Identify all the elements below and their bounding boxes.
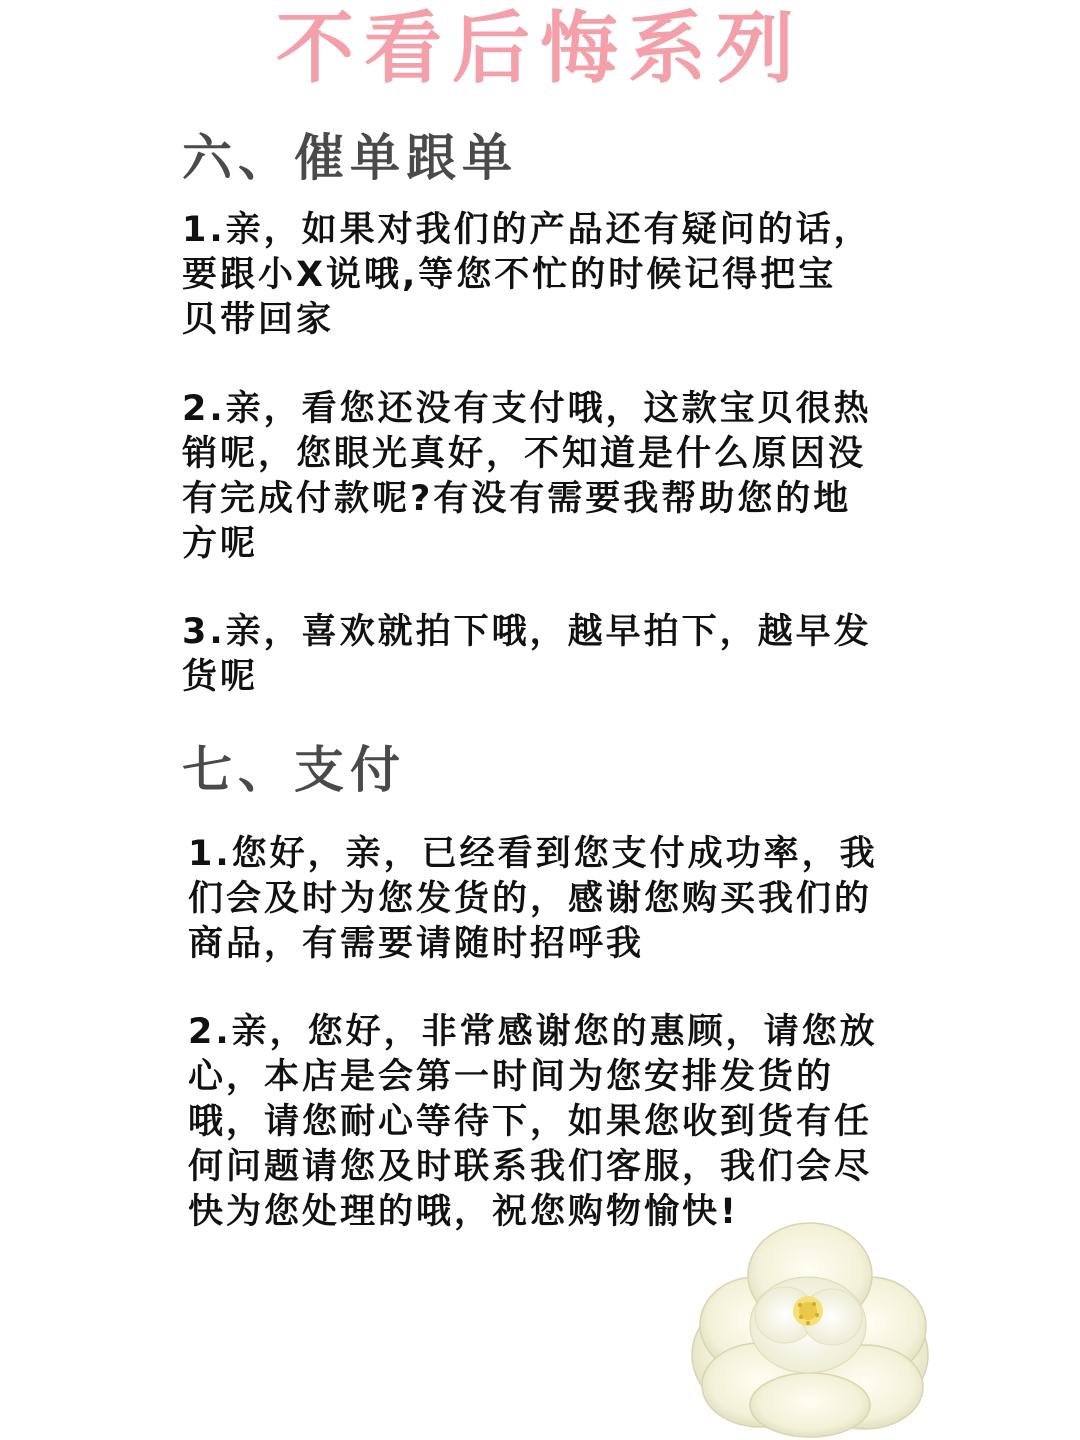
follow-up-item-2: 2.亲，看您还没有支付哦，这款宝贝很热销呢，您眼光真好，不知道是什么原因没有完成付款呢?有没有需要我帮助您的地方呢 [182,389,872,564]
white-flower-icon [680,1215,940,1440]
follow-up-item-1: 1.亲，如果对我们的产品还有疑问的话，要跟小X说哦,等您不忙的时候记得把宝贝带回家 [182,210,872,340]
payment-item-2: 2.亲，您好，非常感谢您的惠顾，请您放心，本店是会第一时间为您安排发货的哦，请您耐心等待下，如果您收到货有任何问题请您及时联系我们客服，我们会尽快为您处理的哦，祝您购物愉快! [188,1012,878,1232]
page-title: 不看后悔系列 [275,4,804,94]
section-heading-payment: 七、支付 [182,741,406,799]
section-heading-follow-up: 六、催单跟单 [182,129,518,187]
follow-up-item-3: 3.亲，喜欢就拍下哦，越早拍下，越早发货呢 [182,612,872,697]
payment-item-1: 1.您好，亲，已经看到您支付成功率，我们会及时为您发货的，感谢您购买我们的商品，有需要请随时招呼我 [188,834,878,964]
